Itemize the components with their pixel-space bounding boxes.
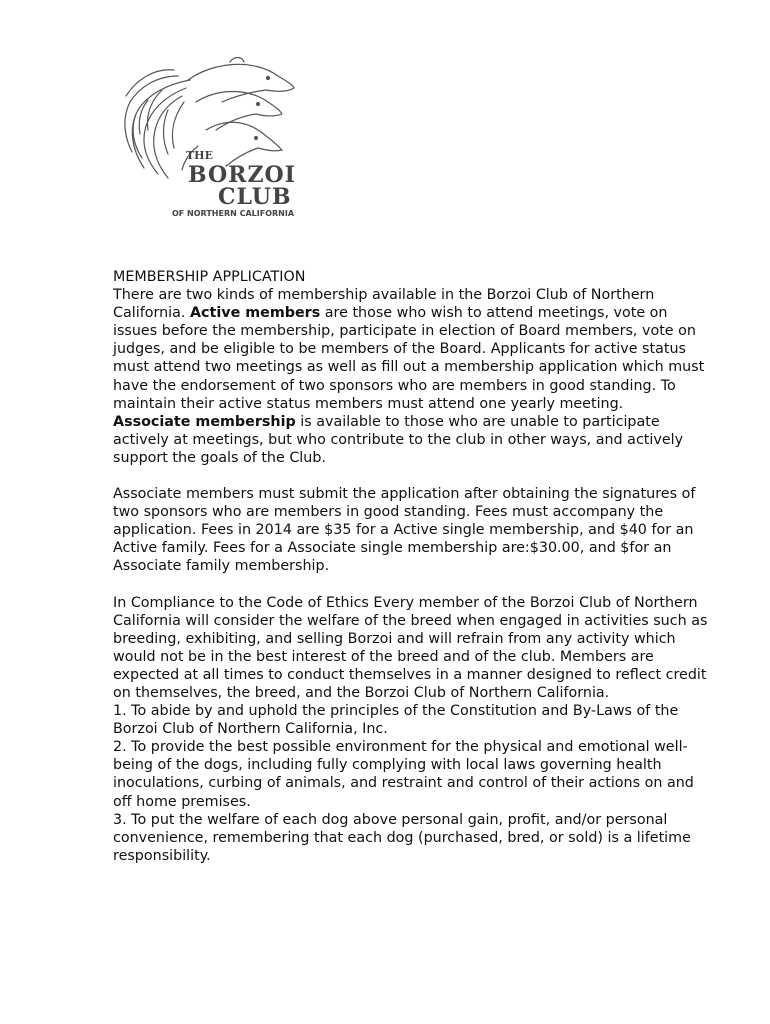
logo-text-subtitle: OF NORTHERN CALIFORNIA (172, 209, 295, 218)
intro-text: There are two kinds of membership available in the Borzoi Club of Northern California. (113, 287, 655, 322)
ethics-paragraph: In Compliance to the Code of Ethics Every member of the Borzoi Club of Northern California will consider the welfare of the breed when engaged in activities such as breeding, exhibiting, and selling Borzoi and will refrain from any activity which would not be in the best interest of the breed and of the club. Members are expected at all times to conduct themselves in a manner designed to reflect credit on themselves, the breed, and the Borzoi Club of Northern California. (113, 594, 708, 701)
list-item: 1. To abide by and uphold the principles of the Constitution and By-Laws of the Borzoi Club of Northern California, Inc. (113, 703, 679, 738)
logo-text-club: CLUB (218, 184, 292, 210)
document-body (113, 268, 713, 865)
intro-text-rest: are those who wish to attend meetings, vote on issues before the membership, participate in election of Board members, vote on judges, and be eligible to be members of the Board. Applicants for active status must attend two meetings as well as fill out a membership application which must have the endorsement of two sponsors who are members in good standing. To maintain their active status members must attend one yearly meeting. (113, 305, 705, 412)
associate-text: is available to those who are unable to participate actively at meetings, but who contribute to the club in other ways, and actively support the goals of the Club. (113, 413, 684, 466)
list-item: 2. To provide the best possible environment for the physical and emotional well-being of the dogs, including fully complying with local laws governing health inoculations, curbing of animals, and restraint and control of their actions on and off home premises. (113, 739, 694, 810)
club-logo (118, 50, 318, 225)
spacer (113, 467, 713, 485)
spacer (113, 576, 713, 594)
logo-text-borzoi: BORZOI (188, 162, 296, 188)
active-members-term: Active members (189, 305, 321, 322)
logo-text-the: THE (186, 149, 213, 162)
associate-membership-term: Associate membership (113, 413, 296, 430)
associate-paragraph (113, 413, 713, 467)
fees-paragraph: Associate members must submit the application after obtaining the signatures of two sponsors who are members in good standing. Fees must accompany the application. Fees in 2014 are $35 for a Active single membership, and $40 for an Active family. Fees for a Associate single membership are:$30.00, and $for an Associate family membership. (113, 486, 696, 575)
intro-paragraph (113, 286, 713, 413)
list-item: 3. To put the welfare of each dog above personal gain, profit, and/or personal convenience, remembering that each dog (purchased, bred, or sold) is a lifetime responsibility. (113, 811, 691, 864)
page-title: MEMBERSHIP APPLICATION (113, 269, 306, 285)
